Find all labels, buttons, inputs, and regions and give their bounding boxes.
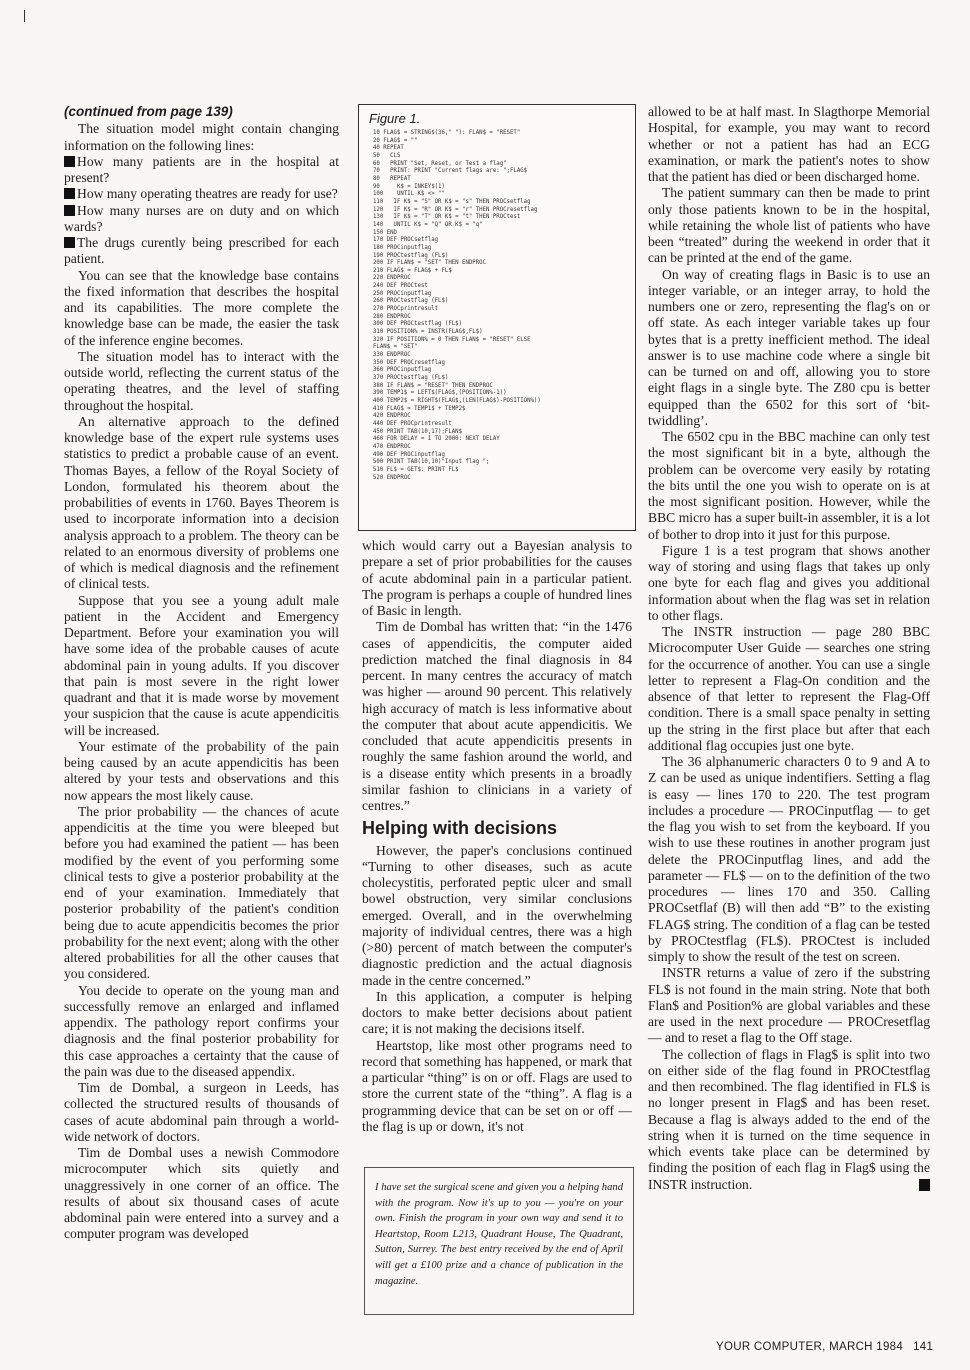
code-line: 300 DEF PROCtestflag (FL$) — [373, 321, 463, 328]
paragraph: The collection of flags in Flag$ is split into two on either side of the flag found in PROCtestflag and then recombined. The flag identified in FL$ is no longer present in Flag$ and has been reset. Because a flag is always added to the end of the string when it is turned on the time sequence in which events take place can be determined by finding the position of each flag in Flag$ using the INSTR instruction. — [648, 1046, 930, 1192]
code-line: 370 PROCtestflag (FL$) — [373, 375, 449, 381]
paragraph: which would carry out a Bayesian analysis to prepare a set of prior probabilities for the causes of acute abdominal pain in a particular patient. The program is perhaps a couple of hundred lines of Basic in length. — [362, 538, 632, 618]
paragraph: An alternative approach to the defined knowledge base of the expert rule systems uses statistics to predict a probable cause of an event. Thomas Bayes, a fellow of the Royal Society of London, formulated his theorem about the probabilities of events in 1760. Bayes Theorem is used to incorporate information into a decision analysis approach to a problem. The theory can be related to an enormous diversity of problems one of which is medical diagnosis and the refinement of clinical tests. — [64, 413, 339, 592]
bullet-item: The drugs curently being prescribed for each patient. — [64, 235, 339, 267]
paragraph: In this application, a computer is helping doctors to make better decisions about patient care; it is not making the decisions itself. — [362, 988, 632, 1037]
corner-mark — [24, 10, 25, 22]
paragraph: You can see that the knowledge base contains the fixed information that describes the hospital and its capabilities. The more complete the knowledge base can be made, the easier the task of the inference engine becomes. — [64, 267, 339, 348]
code-line: 380 IF FLAN$ = "RESET" THEN ENDPROC — [373, 382, 493, 389]
code-line: 150 END — [373, 229, 397, 236]
code-line: 320 IF POSITION% = 0 THEN FLAN$ = "RESET" ELSE — [373, 336, 531, 343]
code-line: 360 PROCinputflag — [373, 367, 432, 374]
paragraph: Heartstop, like most other programs need to record that something has happened, or mark that a particular “thing” is on or off. Flags are used to store the current state of the “thing”. A flag is a programming device that can be set on or off — the flag is up or down, it's not — [362, 1037, 632, 1134]
code-line: 240 DEF PROCtest — [373, 283, 428, 290]
column-2 — [362, 538, 632, 1135]
page-footer — [716, 1341, 933, 1353]
code-line: 280 ENDPROC — [373, 313, 411, 320]
paragraph: Figure 1 is a test program that shows another way of storing and using flags that takes up only one byte for each flag and gives you additional information about when the flag was set in relation to other flags. — [648, 542, 930, 623]
square-bullet-icon — [64, 205, 75, 216]
code-line: 420 ENDPROC — [373, 413, 411, 420]
column-1 — [64, 104, 339, 1243]
code-line: 350 DEF PROCresetflag — [373, 359, 445, 366]
section-heading: Helping with decisions — [362, 818, 558, 839]
figure-1-box — [358, 104, 636, 531]
paragraph: The 6502 cpu in the BBC machine can only test the most significant bit in a byte, although the problem can be overcome very easily by rotating the bits until the one you wish to operate on is at the most significant position. However, while the BBC micro has a super built-in assembler, it is a lot of bother to drop into it just for this purpose. — [648, 429, 930, 542]
page-number: 141 — [913, 1341, 934, 1353]
paragraph: Tim de Dombal, a surgeon in Leeds, has collected the structured results of thousands of cases of acute abdominal pain through a world-wide network of doctors. — [64, 1080, 339, 1144]
code-line: 470 ENDPROC — [373, 443, 411, 450]
paragraph: On way of creating flags in Basic is to use an integer variable, or an integer array, to hold the numbers one or zero, representing the flag's on or off state. As each integer variable takes up four bytes that is a pretty inefficient method. The ideal answer is to use machine code where a single bit can be turned on and off, allowing you to store eight flags in a single byte. The Z80 cpu is better equipped than the 6502 for this sort of ‘bit-twiddling’. — [648, 266, 930, 428]
code-line: 110 IF K$ = "S" OR K$ = "s" THEN PROCsetflag — [373, 198, 531, 205]
square-bullet-icon — [64, 156, 75, 167]
code-line: 400 TEMP2$ = RIGHT$(FLAG$,(LEN(FLAG$)-POSITION%)) — [373, 397, 541, 404]
code-line: 500 PRINT TAB(10,10)"Input flag "; — [373, 459, 490, 466]
bullet-item: How many patients are in the hospital at present? — [64, 153, 339, 185]
bullet-item: How many nurses are on duty and on which wards? — [64, 202, 339, 234]
code-listing — [373, 130, 635, 482]
bullet-item: How many operating theatres are ready for use? — [64, 186, 339, 202]
code-line: 10 FLAG$ = STRING$(36," "): FLAN$ = "RESET" — [373, 130, 521, 136]
code-line: 490 DEF PROCinputflag — [373, 451, 445, 458]
continued-note: (continued from page 139) — [64, 104, 233, 119]
competition-text: I have set the surgical scene and given you a helping hand with the program. Now it's up to you — you're on your own. Finish the program in your own way and send it to Heartstop, Room L213, Quadrant House, The Quadrant, Sutton, Surrey. The best entry received by the end of April will get a £100 prize and a chance of publication in the magazine. — [375, 1182, 623, 1287]
figure-title: Figure 1. — [369, 111, 421, 126]
code-line: FLAN$ = "SET" — [373, 344, 418, 351]
code-line: 170 DEF PROCsetflag — [373, 237, 439, 244]
paragraph: The patient summary can then be made to print only those patients known to be in the hospital, while retaining the whole list of patients who have been “treated” during the weekend in order that it can be printed at the end of the game. — [648, 185, 930, 266]
magazine-issue: YOUR COMPUTER, MARCH 1984 — [716, 1341, 904, 1353]
end-of-article-icon — [919, 1179, 930, 1191]
code-line: 180 PROCinputflag — [373, 244, 432, 251]
code-line: 20 FLAG$ = "" — [373, 137, 418, 144]
code-line: 270 PROCprintresult — [373, 306, 439, 313]
code-line: 130 IF K$ = "T" OR K$ = "t" THEN PROCtest — [373, 214, 521, 221]
square-bullet-icon — [64, 237, 75, 248]
paragraph: INSTR returns a value of zero if the substring FL$ is not found in the main string. Note that both Flan$ and Position% are global variables and these are used in the next procedure — PROCresetflag — and to reset a flag to the Off stage. — [648, 965, 930, 1046]
code-line: 210 FLAG$ = FLAG$ + FL$ — [373, 267, 452, 274]
paragraph: Tim de Dombal uses a newish Commodore microcomputer which sits quietly and unaggressively in one corner of an office. The results of about six thousand cases of acute abdominal pain were entered into a survey and a computer program was developed — [64, 1145, 339, 1242]
square-bullet-icon — [64, 188, 75, 199]
paragraph: Tim de Dombal has written that: “in the 1476 cases of appendicitis, the computer aided prediction matched the final diagnosis in 84 percent. In many centres the accuracy of match was higher — around 90 percent. This relatively high accuracy of match is less informative about the computer that about acute appendicitis. We concluded that acute appendicitis presents in roughly the same fashion around the world, and is a disease entity which presents in a broadly similar fashion to clinicians in a variety of centres.” — [362, 619, 632, 813]
code-line: 190 PROCtestflag (FL$) — [373, 252, 449, 259]
code-line: 410 FLAG$ = TEMP1$ + TEMP2$ — [373, 405, 466, 412]
code-line: 50 CLS — [373, 152, 401, 159]
paragraph: The situation model has to interact with the outside world, reflecting the current status of the operating theatres, and the level of staffing throughout the hospital. — [64, 348, 339, 413]
competition-box — [364, 1167, 634, 1315]
code-line: 220 ENDPROC — [373, 275, 411, 282]
code-line: 90 K$ = INKEY$(1) — [373, 183, 445, 190]
code-line: 140 UNTIL K$ = "Q" OR K$ = "q" — [373, 221, 483, 228]
column-3 — [648, 104, 930, 1193]
code-line: 60 PRINT "Set, Reset, or Test a flag" — [373, 160, 507, 167]
paragraph: The INSTR instruction — page 280 BBC Microcomputer User Guide — searches one string for the occurrence of another. You can use a single letter to represent a Flag-On condition and the absence of that letter to represent the Flag-Off condition. There is a small space penalty in setting up the string in the first place but after that each additional flag occupies just one byte. — [648, 624, 930, 753]
code-line: 520 ENDPROC — [373, 474, 411, 481]
code-line: 120 IF K$ = "R" OR K$ = "r" THEN PROCresetflag — [373, 206, 538, 213]
paragraph: However, the paper's conclusions continued “Turning to other diseases, such as acute cholecystitis, perforated peptic ulcer and small bowel obstruction, very similar conclusions emerged. Overall, and in the overwhelming majority of individual centres, there was a high (>80) percent of match between the computer's diagnostic prediction and the actual diagnosis made in the centre concerned.” — [362, 842, 632, 988]
code-line: 390 TEMP1$ = LEFT$(FLAG$,(POSITION%-1)) — [373, 390, 507, 397]
code-line: 200 IF FLAN$ = "SET" THEN ENDPROC — [373, 260, 486, 267]
code-line: 80 REPEAT — [373, 175, 411, 182]
code-line: 70 PRINT: PRINT "Current flags are: ";FLAG$ — [373, 168, 528, 175]
paragraph: The 36 alphanumeric characters 0 to 9 and A to Z can be used as unique indentifiers. Setting a flag is easy — lines 170 to 220. The test program includes a procedure — PROCinputflag — to get the flag you wish to set from the keyboard. If you wish to use these routines in another program just delete the PROCinputflag lines, and add the parameter — FL$ — on to the definition of the two procedures — lines 170 and 350. Calling PROCsetflaf (B) will then add “B” to the existing FLAG$ string. The condition of a flag can be tested by PROCtestflag (FL$). PROCtest is included simply to show the result of the test on screen. — [648, 754, 930, 964]
code-line: 40 REPEAT — [373, 145, 404, 152]
code-line: 100 UNTIL K$ <> "" — [373, 191, 445, 198]
code-line: 440 DEF PROCprintresult — [373, 420, 452, 427]
code-line: 460 FOR DELAY = 1 TO 2000: NEXT DELAY — [373, 436, 500, 443]
paragraph: The situation model might contain changing information on the following lines: — [64, 121, 339, 153]
paragraph: Suppose that you see a young adult male patient in the Accident and Emergency Department. Before your examination you will have some idea of the probable causes of acute abdominal pain in young adults. If you discover that pain is most severe in the right lower quadrant and that it is made worse by movement your suspicion that the cause is acute appendicitis will be increased. — [64, 592, 339, 738]
paragraph: allowed to be at half mast. In Slagthorpe Memorial Hospital, for example, you may want to record whether or not a patient has had an ECG examination, or mark the patient's notes to show that the patient has died or been discharged home. — [648, 104, 930, 184]
paragraph: You decide to operate on the young man and successfully remove an enlarged and inflamed appendix. The pathology report confirms your diagnosis and the final posterior probability for this case approaches a certainty that the cause of the pain was due to the diseased appendix. — [64, 982, 339, 1079]
code-line: 310 POSITION% = INSTR(FLAG$,FL$) — [373, 329, 483, 336]
paragraph: Your estimate of the probability of the pain being caused by an acute appendicitis has been altered by your tests and observations and this now appears the most likely cause. — [64, 738, 339, 803]
code-line: 260 PROCtestflag (FL$) — [373, 298, 449, 305]
code-line: 250 PROCinputflag — [373, 290, 432, 297]
code-line: 510 FL$ = GET$: PRINT FL$ — [373, 466, 459, 473]
code-line: 330 ENDPROC — [373, 352, 411, 359]
paragraph: The prior probability — the chances of acute appendicitis at the time you were bleeped but before you had examined the patient — has been modified by the event of you performing some clinical tests to give a posterior probability at the end of your examination. Immediately that posterior probability of the patient's condition being due to acute appendicitis becomes the prior probability for the next event; along with the other altered probabilities for all the other causes that you considered. — [64, 803, 339, 982]
code-line: 450 PRINT TAB(10,17);FLAN$ — [373, 428, 463, 435]
